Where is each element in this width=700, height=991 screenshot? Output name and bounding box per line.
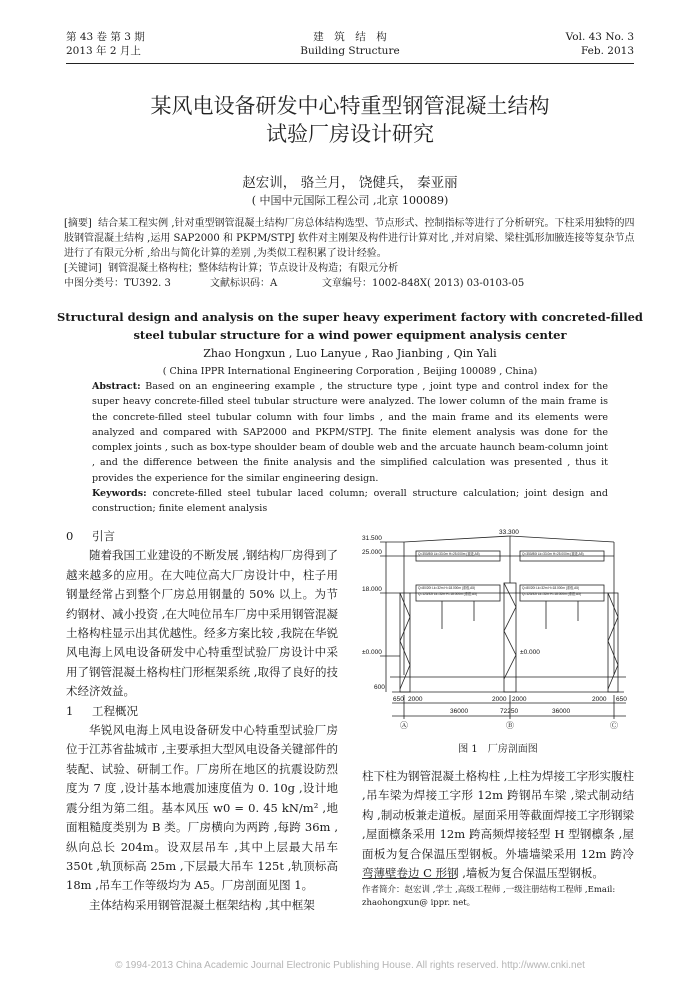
dim-total-length: 72250 [500,708,519,715]
crane-note-upper-right: Q=350/80t Lk=33.0m H=25.000m (重级,A5) [522,552,584,556]
dim-bottom-36000-a: 36000 [450,708,469,715]
english-author-list: Zhao Hongxun , Luo Lanyue , Rao Jianbing , Qin Yali [203,347,497,360]
crane-note-lower-4: Q=125/32t Lk=32m H=18.000m (重级,A5) [522,592,581,596]
dim-bottom-650-right: 650 [616,696,627,703]
roof-line [404,536,614,542]
figure-1-caption: 图 1 厂房剖面图 [458,744,538,755]
left-column [66,527,338,915]
section-1-number: 1 [66,703,74,718]
section-1-paragraph-1: 华锐风电海上风电设备研发中心特重型试验厂房位于江苏省盐城市 ,主要承担大型风电设备关键部件的装配、试验、研制工作。厂房所在地区的抗震设防烈度为 7 度 ,设计基本地震加速度值为 0. 10g ,设计地震分组为第二组。基本风压 w0 = 0. 45 kN/m² ,地面粗糙度类别为 B 类。厂房横向为两跨 ,每跨 36m ,纵向总长 204m。设双层吊车 ,其中上层最大吊车 350t ,轨顶标高 25m ,下层最大吊车 125t ,轨顶标高 18m ,吊车工作等级均为 A5。厂房剖面见图 1。 [66,723,338,893]
author-footnote [362,884,634,910]
dim-bottom-2000-b: 2000 [492,696,507,703]
crane-note-lower-2: Q=125/32t Lk=32m H=18.000m (重级,A5) [418,592,477,596]
keywords-cn-label: [关键词] [64,263,102,274]
dim-top-span: 33.300 [499,529,519,536]
volume-issue-cn: 第 43 卷 第 3 期 [66,31,145,43]
section-0-number: 0 [66,529,74,543]
crane-note-lower-1: Q=80/20t Lk=32m H=18.000m (重级,A5) [418,586,476,590]
author-footnote-text: 作者简介：赵宏训 ,学士 ,高级工程师 ,一级注册结构工程师 ,Email: zhaohongxun@ ippr. net。 [362,885,616,908]
section-0-heading [66,527,338,546]
date-cn: 2013 年 2 月上 [66,45,141,57]
abstract-cn-label: [摘要] [64,218,92,229]
dim-elev-600: 600 [374,684,385,691]
english-keywords-label: Keywords: [92,488,147,500]
section-1-title: 工程概况 [92,703,138,718]
document-code: 文献标识码：A [210,278,278,289]
dim-elev-25: 25.000 [362,549,382,556]
footnote-rule [362,878,456,879]
dim-bottom-2000-c: 2000 [512,696,527,703]
section-1-heading [66,702,338,721]
english-abstract [92,379,608,517]
abstract-cn-text: 结合某工程实例 ,针对重型钢管混凝土结构厂房总体结构选型、节点形式、控制指标等进行了分析研究。下柱采用独特的四肢钢管混凝土结构 ,运用 SAP2000 和 PKPM/STPJ 软件对主刚架及构件进行计算对比 ,并对肩梁、梁柱弧形加腋连接等复杂节点进行了有限元分析 ,给出与简化计算的差别 ,为类似工程积累了设计经验。 [64,218,635,259]
paper-title-line-2: 试验厂房设计研究 [266,122,434,146]
english-title-line-1: Structural design and analysis on the super heavy experiment factory with concreted-filled [57,310,643,324]
keywords-cn: 钢管混凝土格构柱；整体结构计算；节点设计及构造；有限元分析 [108,263,399,274]
right-column [362,767,634,883]
section-0-paragraph: 随着我国工业建设的不断发展 ,钢结构厂房得到了越来越多的应用。在大吨位高大厂房设计中，柱子用钢量经常占到整个厂房总用钢量的 50% 以上。为节约钢材、减小投资 ,在大吨位吊车厂房中采用钢管混凝土格构柱显示出其优越性。经多方案比较 ,我院在华锐风电海上风电设备研发中心特重型试验厂房设计中采用了钢管混凝土格构柱门形框架系统 ,取得了良好的技术经济效益。 [66,548,338,699]
running-header-right [566,30,634,58]
dim-bottom-2000-a: 2000 [408,696,423,703]
axis-label-c: Ⓒ [610,721,618,730]
english-abstract-label: Abstract: [92,381,141,392]
axis-label-b: Ⓑ [506,721,514,730]
dim-bottom-650-left: 650 [393,696,404,703]
paper-title-line-1: 某风电设备研发中心特重型钢管混凝土结构 [150,94,550,118]
dim-elev-18: 18.000 [362,586,382,593]
clc-number: 中图分类号：TU392. 3 [64,278,171,289]
english-title-line-2: steel tubular structure for a wind power equipment analysis center [133,328,567,342]
figure-1-section-drawing [362,527,634,731]
date-en: Feb. 2013 [580,45,634,57]
english-keywords: concrete-filled steel tubular laced column; overall structure calculation; joint design and construction; finite element analysis [92,488,608,515]
classification-row [64,276,636,291]
section-0-title: 引言 [92,529,115,543]
copyright-notice: © 1994-2013 China Academic Journal Electronic Publishing House. All rights reserved. http://www.cnki.net [115,960,585,971]
english-affiliation: ( China IPPR International Engineering Corporation , Beijing 100089 , China) [162,366,538,377]
abstract-cn [64,216,636,291]
affiliation: ( 中国中元国际工程公司 ,北京 100089) [251,194,449,207]
header-rule [66,63,634,64]
axis-label-a: Ⓐ [400,721,408,730]
dim-elev-0-mid: ±0.000 [520,649,540,656]
section-1-paragraph-2: 主体结构采用钢管混凝土框架结构 ,其中框架 [89,897,315,912]
dim-bottom-36000-b: 36000 [552,708,571,715]
dim-elev-31: 31.500 [362,535,382,542]
crane-note-lower-3: Q=80/20t Lk=32m H=18.000m (重级,A5) [522,586,580,590]
journal-name-en: Building Structure [300,45,400,57]
dim-bottom-2000-d: 2000 [592,696,607,703]
section-1-paragraph-2-continued: 柱下柱为钢管混凝土格构柱 ,上柱为焊接工字形实腹柱 ,吊车梁为焊接工字形 12m 跨钢吊车梁 ,梁式制动结构 ,制动板兼走道板。屋面采用等截面焊接工字形钢梁 ,屋面檩条采用 12m 跨高频焊接轻型 H 型钢檩条 ,屋面板为复合保温压型钢板。外墙墙梁采用 12m 跨冷弯薄壁卷边 C 形钢 ,墙板为复合保温压型钢板。 [362,769,634,881]
article-number: 文章编号：1002-848X( 2013) 03-0103-05 [322,278,525,289]
author-list: 赵宏训， 骆兰月， 饶健兵， 秦亚丽 [242,175,458,191]
crane-note-upper-left: Q=350/80t Lk=33.0m H=25.000m (重级,A5) [418,552,480,556]
dim-elev-0: ±0.000 [362,649,382,656]
english-abstract-text: Based on an engineering example , the structure type , joint type and control index for the super heavy concrete-filled steel tubular structure were analyzed. The lower column of the main frame is the concrete-filled steel tubular column with four limbs , and the main frame and its elements were analyzed and compared with SAP2000 and PKPM/STPJ. The finite element analysis was done for the complex joints , such as box-type shoulder beam of double web and the arcuate haunch beam-column joint , and the difference between the finite analysis and the simplified calculation was presented , thus it provides the experience for the similar engineering design. [92,381,608,484]
volume-issue-en: Vol. 43 No. 3 [565,31,634,43]
journal-name-cn: 建 筑 结 构 [313,31,387,43]
